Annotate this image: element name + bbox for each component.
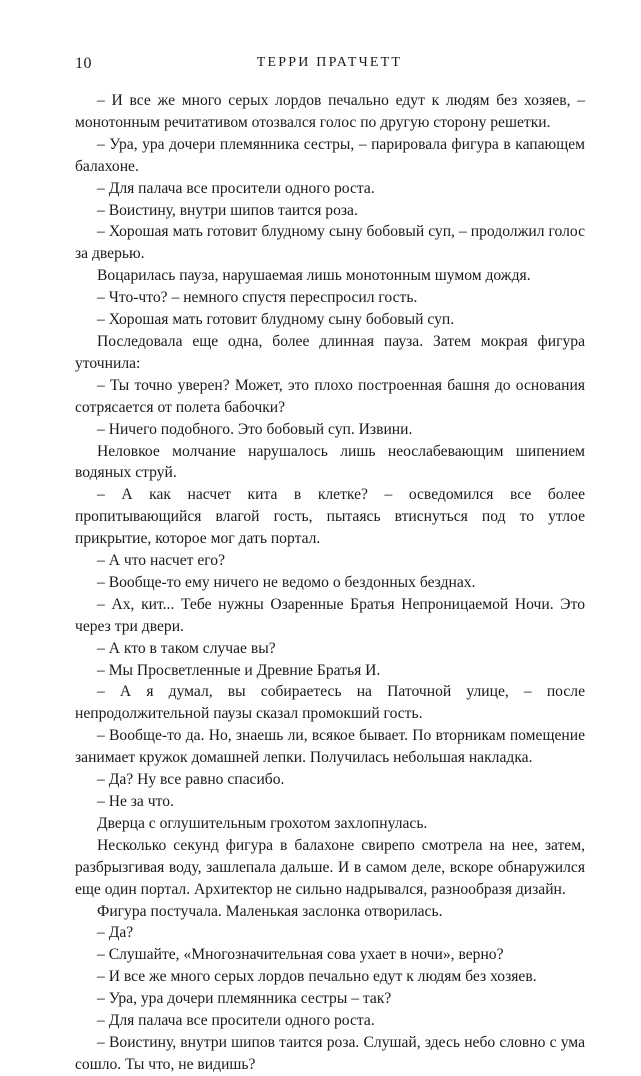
paragraph: – Воистину, внутри шипов таится роза. Слушай, здесь небо словно с ума сошло. Ты что, не видишь?: [75, 1033, 585, 1073]
paragraph: – И все же много серых лордов печально едут к людям без хозяев, – монотонным речитативом отозвался голос по другую сторону решетки.: [75, 92, 585, 131]
paragraph: – Не за что.: [97, 793, 174, 810]
paragraph: – Ничего подобного. Это бобовый суп. Извини.: [97, 420, 413, 438]
paragraph: – Что-что? – немного спустя переспросил гость.: [97, 289, 418, 307]
paragraph: – Ах, кит... Тебе нужны Озаренные Братья Непроницаемой Ночи. Это через три двери.: [75, 595, 585, 635]
paragraph: – Ура, ура дочери племянника сестры, – парировала фигура в капающем балахоне.: [75, 135, 585, 175]
body-text: [75, 90, 585, 1076]
paragraph: – А кто в таком случае вы?: [97, 639, 276, 657]
paragraph: – Да? Ну все равно спасибо.: [97, 771, 285, 789]
paragraph: Последовала еще одна, более длинная пауза. Затем мокрая фигура уточнила:: [75, 332, 585, 372]
page-header: [75, 55, 584, 79]
paragraph: – Слушайте, «Многозначительная сова ухает в ночи», верно?: [97, 946, 504, 964]
paragraph: – Да?: [97, 924, 134, 942]
page-number: 10: [75, 55, 92, 72]
paragraph: – А что насчет его?: [97, 552, 226, 570]
paragraph: Дверца с оглушительным грохотом захлопнулась.: [97, 814, 428, 832]
paragraph: – Мы Просветленные и Древние Братья И.: [97, 661, 381, 679]
paragraph: – Для палача все просители одного роста.: [97, 179, 375, 197]
paragraph: Неловкое молчание нарушалось лишь неослабевающим шипением водяных струй.: [75, 442, 585, 482]
paragraph: – Ура, ура дочери племянника сестры – так?: [97, 990, 392, 1008]
paragraph: – А я думал, вы собираетесь на Паточной улице, – после непродолжительной паузы сказал промокший гость.: [75, 683, 585, 723]
paragraph: – И все же много серых лордов печально едут к людям без хозяев.: [97, 968, 537, 986]
paragraph: – Хорошая мать готовит блудному сыну бобовый суп.: [97, 311, 455, 329]
paragraph: Воцарилась пауза, нарушаемая лишь монотонным шумом дождя.: [97, 267, 531, 285]
paragraph: Фигура постучала. Маленькая заслонка отворилась.: [97, 902, 443, 920]
paragraph: – А как насчет кита в клетке? – осведомился все более пропитывающийся влагой гость, пытаясь втиснуться под то утлое прикрытие, которое мог дать портал.: [75, 486, 585, 548]
running-head: ТЕРРИ ПРАТЧЕТТ: [256, 55, 403, 70]
paragraph: – Вообще-то ему ничего не ведомо о бездонных безднах.: [97, 573, 476, 591]
paragraph: – Хорошая мать готовит блудному сыну бобовый суп, – продолжил голос за дверью.: [75, 223, 585, 263]
paragraph: – Вообще-то да. Но, знаешь ли, всякое бывает. По вторникам помещение занимает кружок домашней лепки. Получилась небольшая накладка.: [75, 727, 585, 767]
paragraph: – Для палача все просители одного роста.: [97, 1012, 375, 1030]
paragraph: – Воистину, внутри шипов таится роза.: [97, 201, 358, 219]
paragraph: Несколько секунд фигура в балахоне свирепо смотрела на нее, затем, разбрызгивая воду, зашлепала дальше. И в самом деле, вскоре обнаружился еще один портал. Архитектор не сильно надрывался, разнообразя дизайн.: [75, 836, 585, 898]
paragraph: – Ты точно уверен? Может, это плохо построенная башня до основания сотрясается от полета бабочки?: [75, 376, 585, 416]
